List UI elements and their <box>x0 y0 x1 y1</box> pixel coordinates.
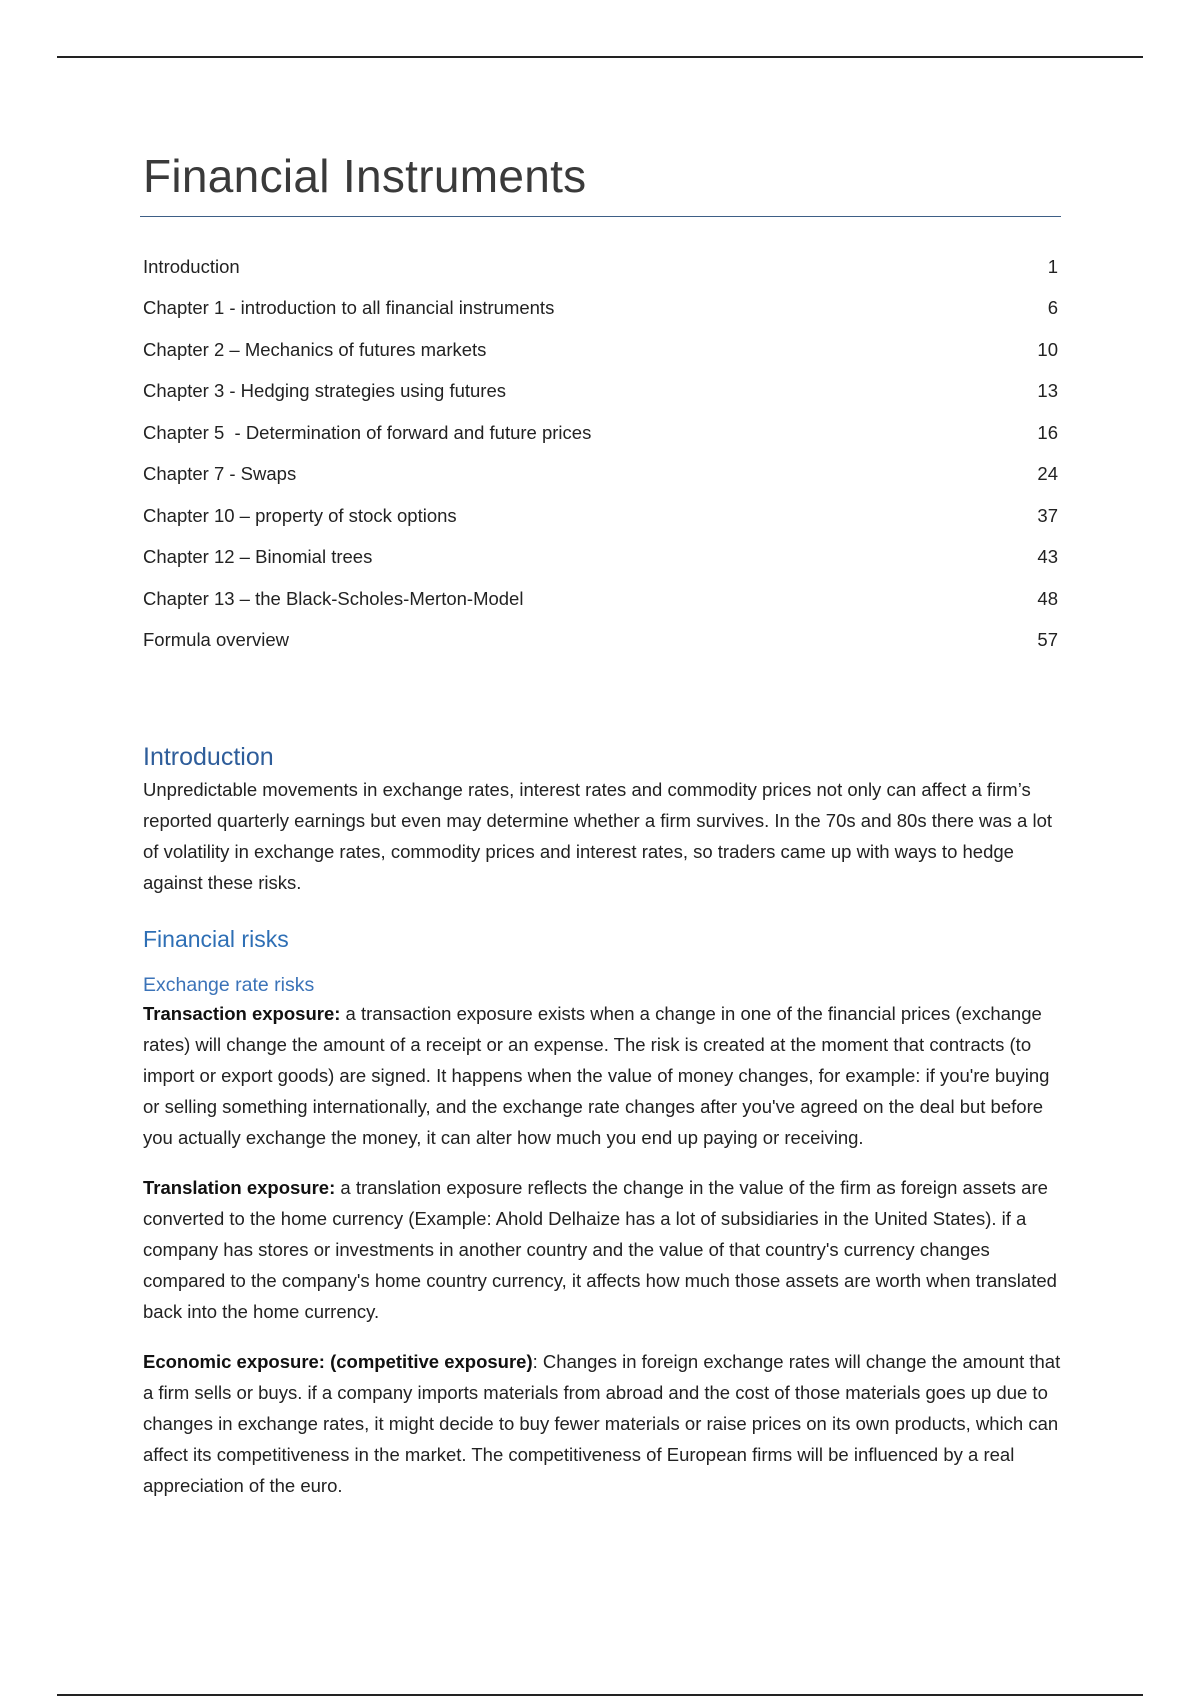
table-of-contents <box>143 246 1058 661</box>
toc-entry-label: Chapter 1 - introduction to all financial instruments <box>143 297 555 319</box>
toc-entry-page: 43 <box>1037 546 1058 568</box>
toc-entry-label: Introduction <box>143 255 240 277</box>
economic-exposure-text: : Changes in foreign exchange rates will change the amount that a firm sells or buys. if a company imports materials from abroad and the cost of those materials goes up due to changes in exchange rates, it might decide to buy fewer materials or raise prices on its own products, which can affect its competitiveness in the market. The competitiveness of European firms will be influenced by a real appreciation of the euro. <box>143 1351 1061 1496</box>
economic-exposure-term: Economic exposure: (competitive exposure) <box>143 1351 533 1372</box>
introduction-paragraph: Unpredictable movements in exchange rates, interest rates and commodity prices not only can affect a firm’s reported quarterly earnings but even may determine whether a firm survives. In the 70s and 80s there was a lot of volatility in exchange rates, commodity prices and interest rates, so traders came up with ways to hedge against these risks. <box>143 779 1053 893</box>
translation-exposure-text: a translation exposure reflects the change in the value of the firm as foreign assets are converted to the home currency (Example: Ahold Delhaize has a lot of subsidiaries in the United States). if a company has stores or investments in another country and the value of that country's currency changes compared to the company's home country currency, it affects how much those assets are worth when translated back into the home currency. <box>143 1177 1057 1322</box>
document-body <box>143 740 1061 1501</box>
translation-exposure-paragraph <box>143 1172 1061 1327</box>
transaction-exposure-paragraph <box>143 998 1061 1153</box>
toc-entry-label: Chapter 3 - Hedging strategies using futures <box>143 380 507 402</box>
toc-entry-formula-overview[interactable] <box>143 620 1058 662</box>
document-title: Financial Instruments <box>143 150 587 202</box>
section-heading-introduction: Introduction <box>143 743 274 771</box>
toc-entry-page: 1 <box>1047 255 1058 277</box>
toc-entry-label: Chapter 10 – property of stock options <box>143 504 457 526</box>
toc-entry-chapter-13[interactable] <box>143 578 1058 620</box>
toc-entry-chapter-2[interactable] <box>143 329 1058 371</box>
toc-entry-page: 37 <box>1037 504 1058 526</box>
toc-entry-chapter-10[interactable] <box>143 495 1058 537</box>
subheading-exchange-rate-risks: Exchange rate risks <box>143 974 315 996</box>
toc-entry-chapter-3[interactable] <box>143 371 1058 413</box>
toc-entry-label: Chapter 13 – the Black-Scholes-Merton-Model <box>143 587 524 609</box>
translation-exposure-term: Translation exposure: <box>143 1177 336 1198</box>
toc-entry-chapter-1[interactable] <box>143 288 1058 330</box>
transaction-exposure-term: Transaction exposure: <box>143 1003 341 1024</box>
document-page <box>143 140 1061 1496</box>
toc-entry-page: 13 <box>1037 380 1058 402</box>
page-bottom-rule <box>57 1694 1143 1696</box>
toc-entry-label: Chapter 2 – Mechanics of futures markets <box>143 338 487 360</box>
toc-entry-page: 48 <box>1037 587 1058 609</box>
title-underline <box>140 216 1061 217</box>
toc-entry-label: Chapter 12 – Binomial trees <box>143 546 373 568</box>
toc-entry-chapter-5[interactable] <box>143 412 1058 454</box>
toc-entry-page: 16 <box>1037 421 1058 443</box>
toc-entry-page: 24 <box>1037 463 1058 485</box>
toc-entry-chapter-7[interactable] <box>143 454 1058 496</box>
economic-exposure-paragraph <box>143 1346 1061 1501</box>
toc-entry-label: Formula overview <box>143 629 289 651</box>
toc-entry-label: Chapter 7 - Swaps <box>143 463 297 485</box>
toc-entry-page: 6 <box>1047 297 1058 319</box>
section-heading-financial-risks: Financial risks <box>143 926 289 952</box>
toc-entry-introduction[interactable] <box>143 246 1058 288</box>
transaction-exposure-text: a transaction exposure exists when a change in one of the financial prices (exchange rates) will change the amount of a receipt or an expense. The risk is created at the moment that contracts (to import or export goods) are signed. It happens when the value of money changes, for example: if you're buying or selling something internationally, and the exchange rate changes after you've agreed on the deal but before you actually exchange the money, it can alter how much you end up paying or receiving. <box>143 1003 1050 1148</box>
page-top-rule <box>57 56 1143 58</box>
toc-entry-page: 10 <box>1037 338 1058 360</box>
toc-entry-page: 57 <box>1037 629 1058 651</box>
toc-entry-label: Chapter 5 - Determination of forward and future prices <box>143 421 592 443</box>
toc-entry-chapter-12[interactable] <box>143 537 1058 579</box>
